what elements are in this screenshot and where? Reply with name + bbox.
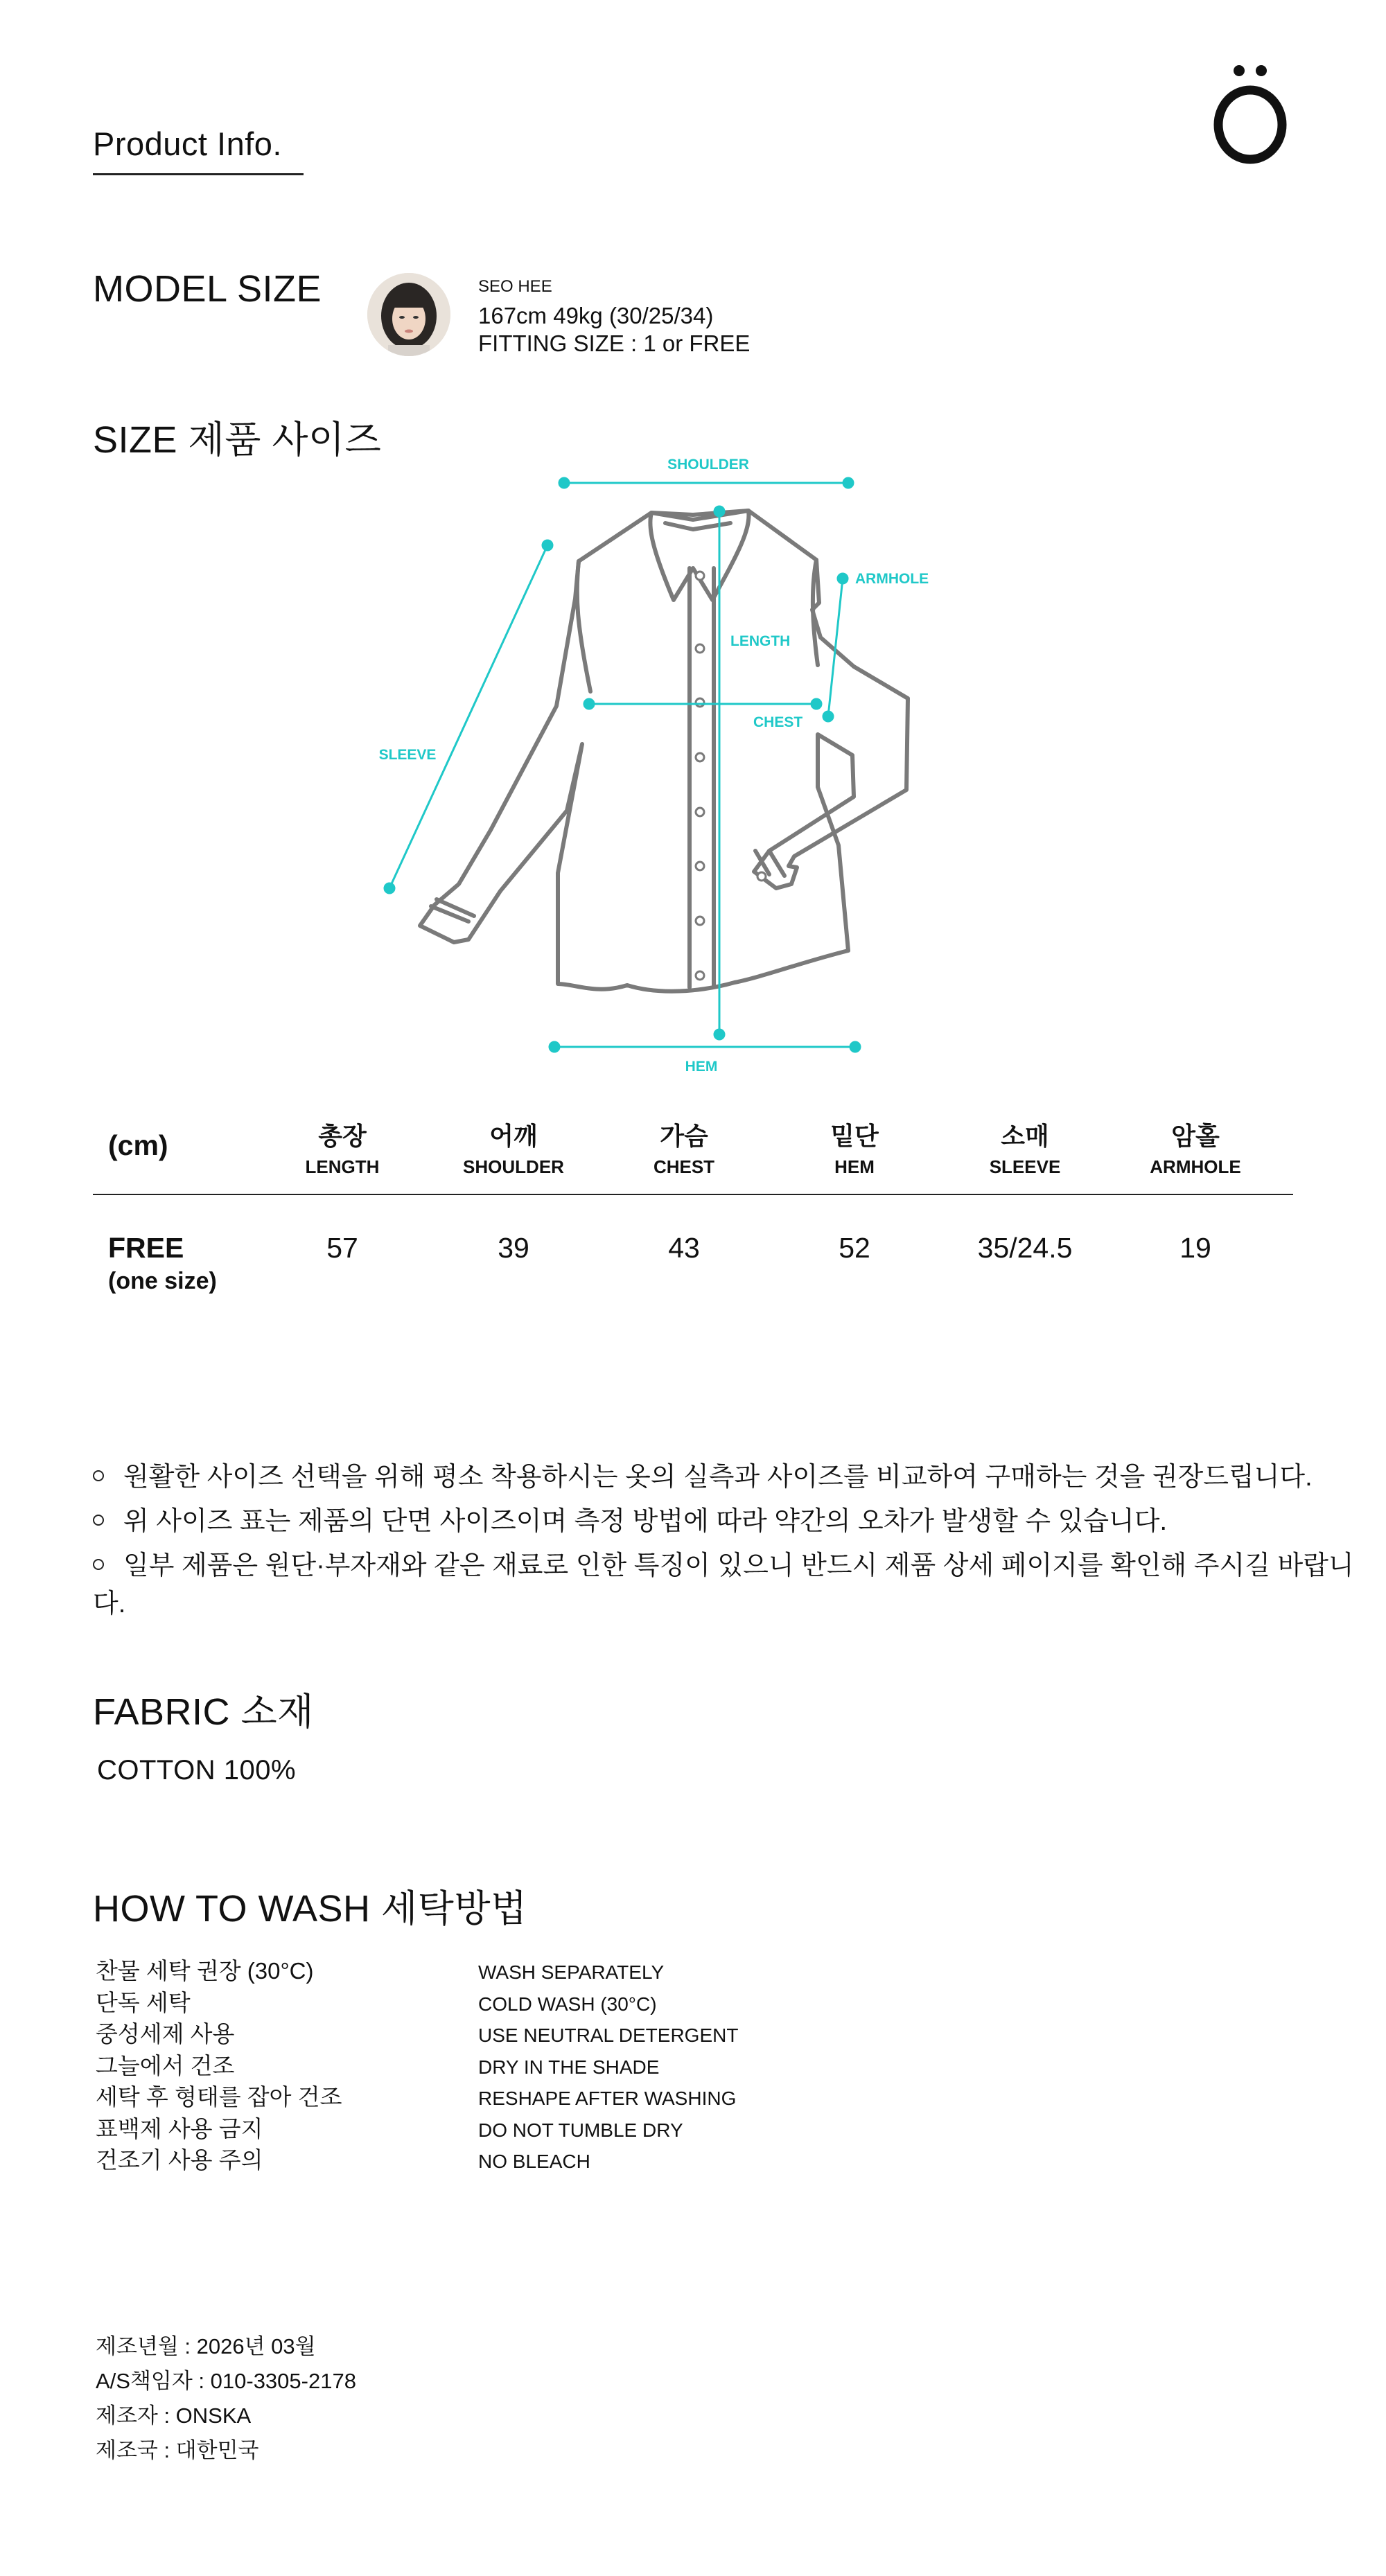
wash-item: RESHAPE AFTER WASHING: [478, 2088, 737, 2109]
info-line: 제조년월 : 2026년 03월: [96, 2334, 316, 2358]
col-hem: 밑단 HEM: [830, 1122, 879, 1177]
col-shoulder: 어깨 SHOULDER: [463, 1122, 564, 1177]
col-chest: 가슴 CHEST: [653, 1122, 715, 1177]
wash-item: NO BLEACH: [478, 2151, 590, 2172]
model-stats: 167cm 49kg (30/25/34): [478, 303, 714, 328]
col-armhole: 암홀 ARMHOLE: [1150, 1122, 1241, 1177]
note-item: 원활한 사이즈 선택을 위해 평소 착용하시는 옷의 실측과 사이즈를 비교하여 구매하는 것을 권장드립니다.: [93, 1455, 1313, 1493]
bullet-icon: [93, 1470, 104, 1481]
shirt-size-diagram: [360, 457, 956, 1081]
page-title: Product Info.: [93, 125, 282, 162]
wash-item: 단독 세탁: [96, 1989, 191, 2015]
row-sublabel: (one size): [108, 1268, 217, 1294]
wash-item: DO NOT TUMBLE DRY: [478, 2119, 683, 2141]
diagram-label-chest: CHEST: [753, 714, 803, 730]
wash-item: USE NEUTRAL DETERGENT: [478, 2024, 739, 2046]
wash-item: 찬물 세탁 권장 (30°C): [96, 1958, 314, 1984]
wash-instructions-ko: [96, 1955, 342, 2176]
wash-heading: HOW TO WASH 세탁방법: [93, 1888, 527, 1930]
value-hem: 52: [839, 1232, 870, 1264]
wash-item: WASH SEPARATELY: [478, 1961, 665, 1983]
model-name: SEO HEE: [478, 277, 552, 296]
row-label: FREE: [108, 1232, 184, 1264]
table-divider: [93, 1194, 1293, 1195]
size-table-header: [93, 1117, 1293, 1179]
col-sleeve: 소매 SLEEVE: [989, 1122, 1061, 1177]
wash-instructions-en: [478, 1957, 738, 2178]
fabric-heading: FABRIC 소재: [93, 1691, 314, 1733]
model-fitting-size: FITTING SIZE : 1 or FREE: [478, 330, 751, 356]
wash-item: 표백제 사용 금지: [96, 2115, 263, 2142]
size-heading: SIZE 제품 사이즈: [93, 419, 382, 461]
info-line: 제조자 : ONSKA: [96, 2403, 252, 2428]
model-avatar: [367, 273, 450, 356]
note-item: 일부 제품은 원단·부자재와 같은 재료로 인한 특징이 있으니 반드시 제품 상세 페이지를 확인해 주시길 바랍니다.: [93, 1551, 1354, 1618]
value-shoulder: 39: [498, 1232, 529, 1264]
title-underline: [93, 173, 304, 175]
table-row: [93, 1232, 1293, 1301]
bullet-icon: [93, 1559, 104, 1570]
diagram-label-hem: HEM: [685, 1059, 718, 1075]
model-size-heading: MODEL SIZE: [93, 268, 322, 310]
value-chest: 43: [668, 1232, 700, 1264]
wash-item: 세탁 후 형태를 잡아 건조: [96, 2084, 342, 2110]
info-line: A/S책임자 : 010-3305-2178: [96, 2369, 356, 2393]
wash-item: COLD WASH (30°C): [478, 1993, 657, 2015]
model-measurements: [478, 302, 750, 358]
wash-item: 중성세제 사용: [96, 2021, 235, 2047]
diagram-label-length: LENGTH: [730, 633, 791, 649]
brand-logo: [1211, 61, 1289, 165]
col-length: 총장 LENGTH: [305, 1122, 380, 1177]
diagram-label-shoulder: SHOULDER: [667, 457, 749, 473]
wash-item: DRY IN THE SHADE: [478, 2056, 660, 2078]
value-sleeve: 35/24.5: [977, 1232, 1073, 1264]
fabric-value: COTTON 100%: [97, 1755, 297, 1785]
unit-header: (cm): [108, 1129, 168, 1161]
diagram-label-armhole: ARMHOLE: [855, 571, 929, 587]
wash-item: 그늘에서 건조: [96, 2052, 235, 2079]
value-armhole: 19: [1179, 1232, 1211, 1264]
note-item: 위 사이즈 표는 제품의 단면 사이즈이며 측정 방법에 따라 약간의 오차가 발생할 수 있습니다.: [93, 1499, 1167, 1537]
info-line: 제조국 : 대한민국: [96, 2438, 259, 2462]
value-length: 57: [326, 1232, 358, 1264]
wash-item: 건조기 사용 주의: [96, 2147, 263, 2173]
bullet-icon: [93, 1515, 104, 1526]
diagram-label-sleeve: SLEEVE: [378, 747, 437, 763]
manufacturing-info: [96, 2329, 356, 2468]
